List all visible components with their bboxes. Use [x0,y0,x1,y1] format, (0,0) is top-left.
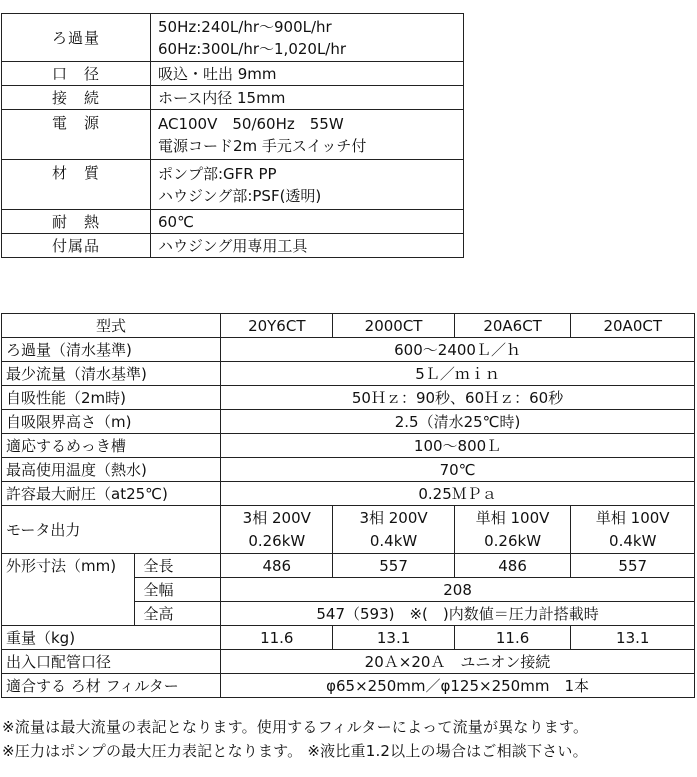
motor-phase: 3相 200V [242,508,311,527]
weight-value: 13.1 [333,626,454,650]
dimensions-length-label: 全長 [135,554,221,578]
motor-value [221,506,333,554]
model-name: 20A6CT [454,314,571,338]
spec-value-line: 50Hz:240L/hr〜900L/hr [158,17,332,36]
self-priming-label: 自吸性能（2m時) [2,386,221,410]
dimensions-length-value: 486 [454,554,571,578]
dimensions-length-value: 486 [221,554,333,578]
motor-kw: 0.26kW [248,531,306,550]
spec-table [1,13,464,258]
motor-label: モータ出力 [2,506,221,554]
spec-value: 60℃ [151,210,464,234]
spec-label: 付属品 [2,234,151,258]
model-name: 20A0CT [571,314,695,338]
model-name: 20Y6CT [221,314,333,338]
tank-label: 適応するめっき槽 [2,434,221,458]
model-header-label: 型式 [2,314,221,338]
motor-kw: 0.26kW [484,531,542,550]
weight-label: 重量（kg) [2,626,221,650]
weight-value: 11.6 [221,626,333,650]
spec-label: ろ過量 [2,14,151,62]
motor-kw: 0.4kW [369,531,418,550]
motor-phase: 単相 100V [475,508,550,527]
dimensions-width-value: 208 [221,578,695,602]
dimensions-height-label: 全高 [135,602,221,626]
motor-kw: 0.4kW [609,531,657,550]
min-flow-label: 最少流量（清水基準) [2,362,221,386]
spec-value-line: ハウジング部:PSF(透明) [158,186,322,205]
spec-value [151,14,464,62]
filtration-value: 600〜2400Ｌ／ｈ [221,338,695,362]
spec-value-line: 60Hz:300L/hr〜1,020L/hr [158,39,347,58]
piping-label: 出入口配管口径 [2,650,221,674]
priming-height-label: 自吸限界高さ（m) [2,410,221,434]
motor-value [333,506,454,554]
spec-value [151,160,464,210]
spec-label: 耐 熱 [2,210,151,234]
self-priming-value: 50Ｈｚ：90秒、60Ｈｚ：60秒 [221,386,695,410]
spec-value: 吸込・吐出 9mm [151,62,464,86]
dimensions-length-value: 557 [571,554,695,578]
dimensions-length-value: 557 [333,554,454,578]
spec-label: 電 源 [2,110,151,160]
dimensions-height-value: 547（593) ※( )内数値＝圧力計搭載時 [221,602,695,626]
dimensions-label-spacer [2,578,135,602]
dimensions-width-label: 全幅 [135,578,221,602]
spec-label: 接 続 [2,86,151,110]
model-table [1,313,695,698]
piping-value: 20Ａ×20Ａ ユニオン接続 [221,650,695,674]
flow-note: ※流量は最大流量の表記となります。使用するフィルターによって流量が異なります。 [2,718,589,736]
motor-value [454,506,571,554]
filter-value: φ65×250mm／φ125×250mm 1本 [221,674,695,698]
weight-value: 13.1 [571,626,695,650]
pressure-note: ※圧力はポンプの最大圧力表記となります。 ※液比重1.2以上の場合はご相談下さい。 [2,742,588,760]
spec-value-line: AC100V 50/60Hz 55W [158,114,344,133]
motor-phase: 3相 200V [359,508,428,527]
min-flow-value: 5Ｌ／ｍｉｎ [221,362,695,386]
spec-value: ホース内径 15mm [151,86,464,110]
model-name: 2000CT [333,314,454,338]
pressure-label: 許容最大耐圧（at25℃) [2,482,221,506]
spec-label: 材 質 [2,160,151,210]
pressure-value: 0.25ＭＰａ [221,482,695,506]
motor-phase: 単相 100V [595,508,670,527]
spec-value [151,110,464,160]
spec-label: 口 径 [2,62,151,86]
max-temp-label: 最高使用温度（熱水) [2,458,221,482]
dimensions-label: 外形寸法（mm) [2,554,135,578]
priming-height-value: 2.5（清水25℃時) [221,410,695,434]
spec-value-line: ポンプ部:GFR PP [158,164,277,183]
tank-value: 100〜800Ｌ [221,434,695,458]
weight-value: 11.6 [454,626,571,650]
max-temp-value: 70℃ [221,458,695,482]
spec-value: ハウジング用専用工具 [151,234,464,258]
filtration-label: ろ過量（清水基準) [2,338,221,362]
motor-value [571,506,695,554]
filter-label: 適合する ろ材 フィルター [2,674,221,698]
dimensions-label-spacer [2,602,135,626]
spec-value-line: 電源コード2m 手元スイッチ付 [158,136,367,155]
